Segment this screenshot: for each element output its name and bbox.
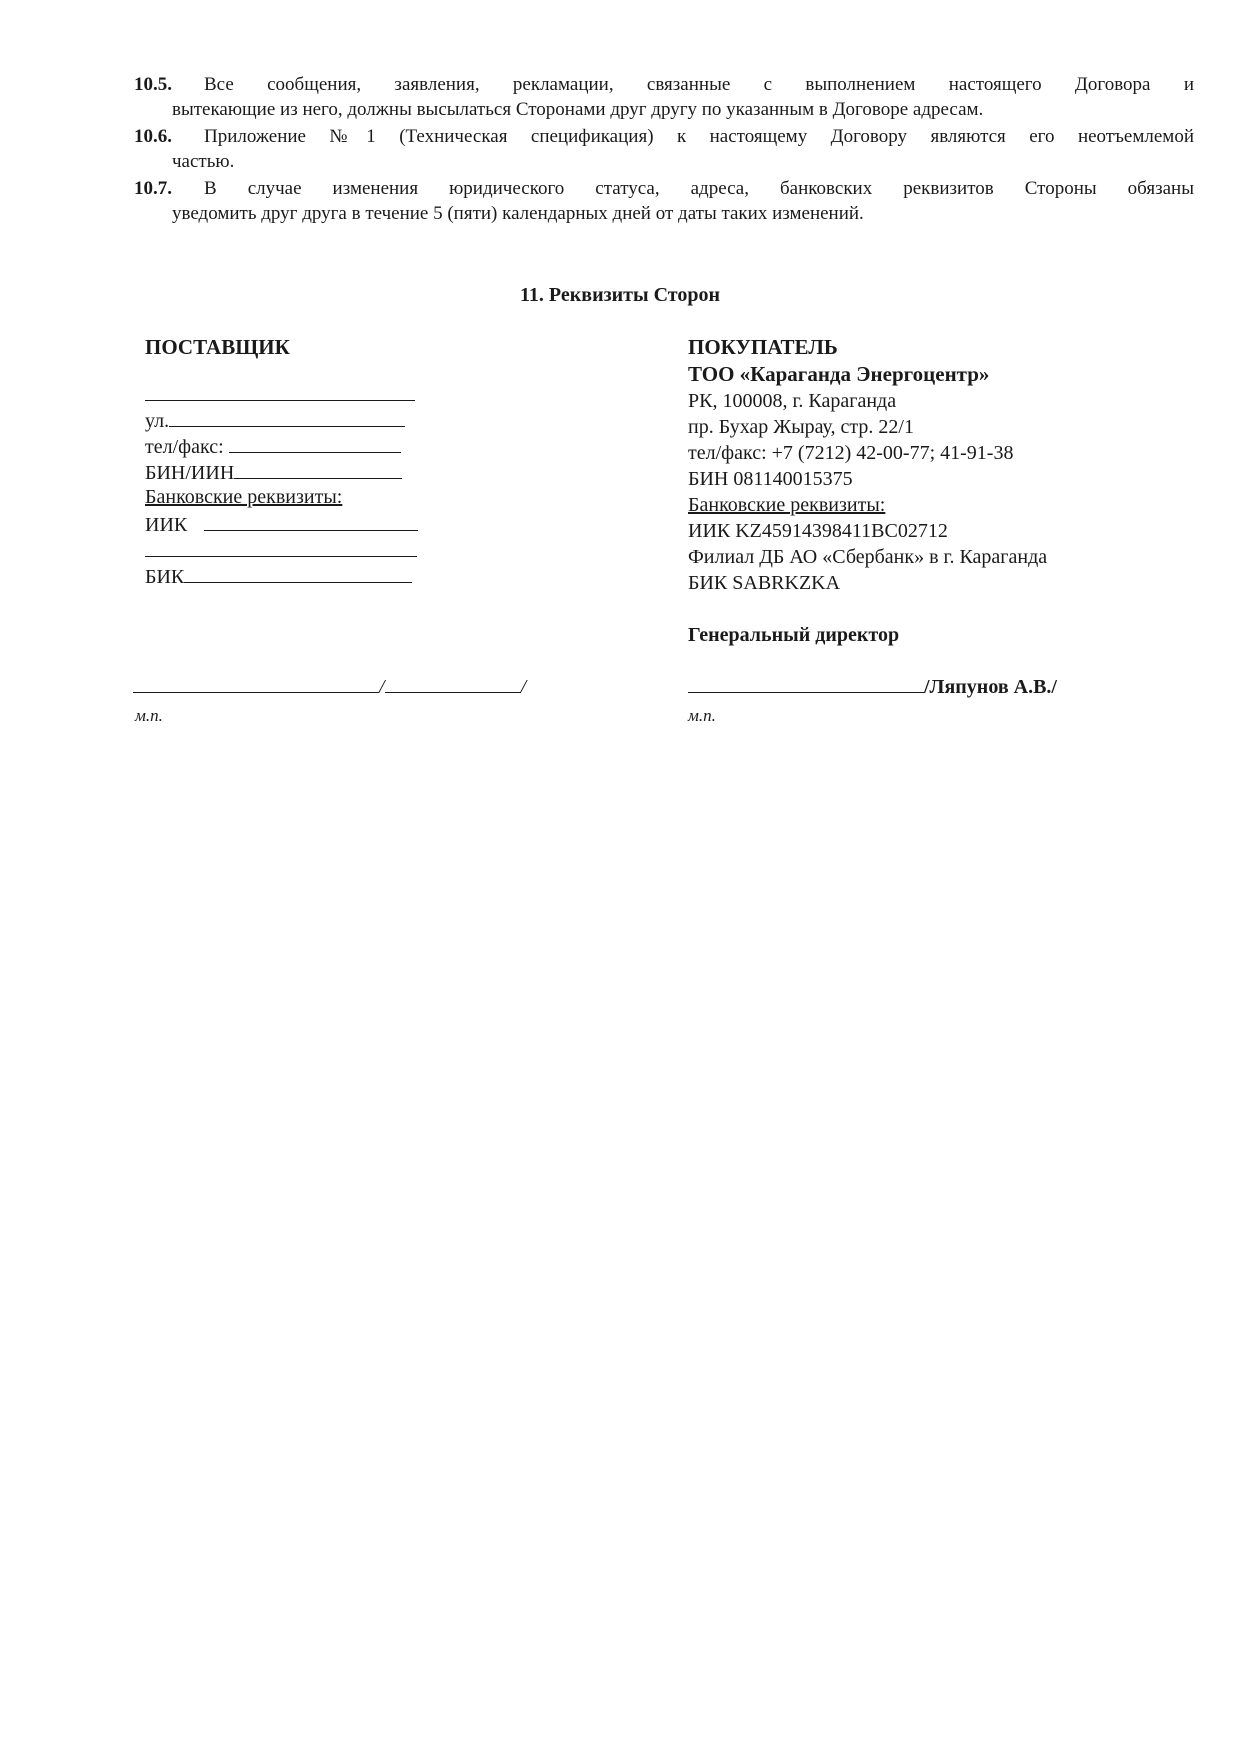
section-title: 11. Реквизиты Сторон <box>520 284 720 306</box>
supplier-signature-field[interactable] <box>133 672 526 698</box>
clause-line: частью. <box>172 151 235 172</box>
supplier-bik-field[interactable] <box>145 562 412 588</box>
supplier-iik-field[interactable] <box>145 510 418 536</box>
clause-10-6 <box>134 124 1194 174</box>
blank-line <box>234 458 402 479</box>
clause-text <box>172 176 1194 226</box>
phone-label: тел/факс: <box>145 436 224 458</box>
signature-line <box>688 672 924 693</box>
buyer-signature-field[interactable] <box>688 672 1057 698</box>
stamp-label: м.п. <box>135 706 163 725</box>
slash-separator: / <box>379 676 385 698</box>
buyer-heading: ПОКУПАТЕЛЬ <box>688 335 838 359</box>
clause-text <box>172 124 1194 174</box>
buyer-position: Генеральный директор <box>688 624 900 646</box>
buyer-bank-name: Филиал ДБ АО «Сбербанк» в г. Караганда <box>688 546 1048 568</box>
buyer-phone: тел/факс: +7 (7212) 42-00-77; 41-91-38 <box>688 442 1014 464</box>
buyer-street: пр. Бухар Жырау, стр. 22/1 <box>688 416 914 438</box>
street-label: ул. <box>145 410 170 432</box>
clause-line: вытекающие из него, должны высылаться Сторонами друг другу по указанным в Договоре адресам. <box>172 99 984 120</box>
blank-line <box>184 562 412 583</box>
bik-label: БИК <box>145 566 185 588</box>
supplier-name-field[interactable] <box>145 380 415 406</box>
blank-line <box>145 536 417 557</box>
buyer-company: ТОО «Караганда Энергоцентр» <box>688 362 990 386</box>
buyer-city: РК, 100008, г. Караганда <box>688 390 897 412</box>
bin-label: БИН/ИИН <box>145 462 235 484</box>
blank-line <box>229 432 401 453</box>
name-line <box>385 672 521 693</box>
buyer-bik: БИК SABRKZKA <box>688 572 841 594</box>
clause-line: уведомить друг друга в течение 5 (пяти) календарных дней от даты таких изменений. <box>172 203 864 224</box>
buyer-bank-label: Банковские реквизиты: <box>688 494 886 516</box>
buyer-bin: БИН 081140015375 <box>688 468 853 490</box>
blank-line <box>169 406 405 427</box>
clause-10-7 <box>134 176 1194 226</box>
signature-line <box>133 672 379 693</box>
supplier-bank-extra-field[interactable] <box>145 536 417 562</box>
blank-line <box>204 510 418 531</box>
blank-line <box>145 380 415 401</box>
iik-label: ИИК <box>145 514 188 536</box>
buyer-iik: ИИК KZ45914398411BC02712 <box>688 520 948 542</box>
stamp-label: м.п. <box>688 706 716 725</box>
clause-number: 10.6. <box>134 126 172 147</box>
clause-line: Приложение №1 (Техническая спецификация) к настоящему Договору являются его неотъемлемой <box>204 126 1194 147</box>
supplier-street-field[interactable] <box>145 406 405 432</box>
supplier-bank-label: Банковские реквизиты: <box>145 486 343 508</box>
clause-line: В случае изменения юридического статуса, адреса, банковских реквизитов Стороны обязаны <box>204 178 1194 199</box>
clause-number: 10.5. <box>134 74 172 95</box>
clause-10-5 <box>134 72 1194 122</box>
clause-line: Все сообщения, заявления, рекламации, связанные с выполнением настоящего Договора и <box>204 74 1194 95</box>
supplier-heading: ПОСТАВЩИК <box>145 335 290 359</box>
clause-text <box>172 72 1194 122</box>
clause-number: 10.7. <box>134 178 172 199</box>
slash-separator: / <box>520 676 527 698</box>
supplier-bin-field[interactable] <box>145 458 402 484</box>
supplier-phone-field[interactable] <box>145 432 401 458</box>
buyer-signatory: /Ляпунов А.В./ <box>924 676 1057 698</box>
